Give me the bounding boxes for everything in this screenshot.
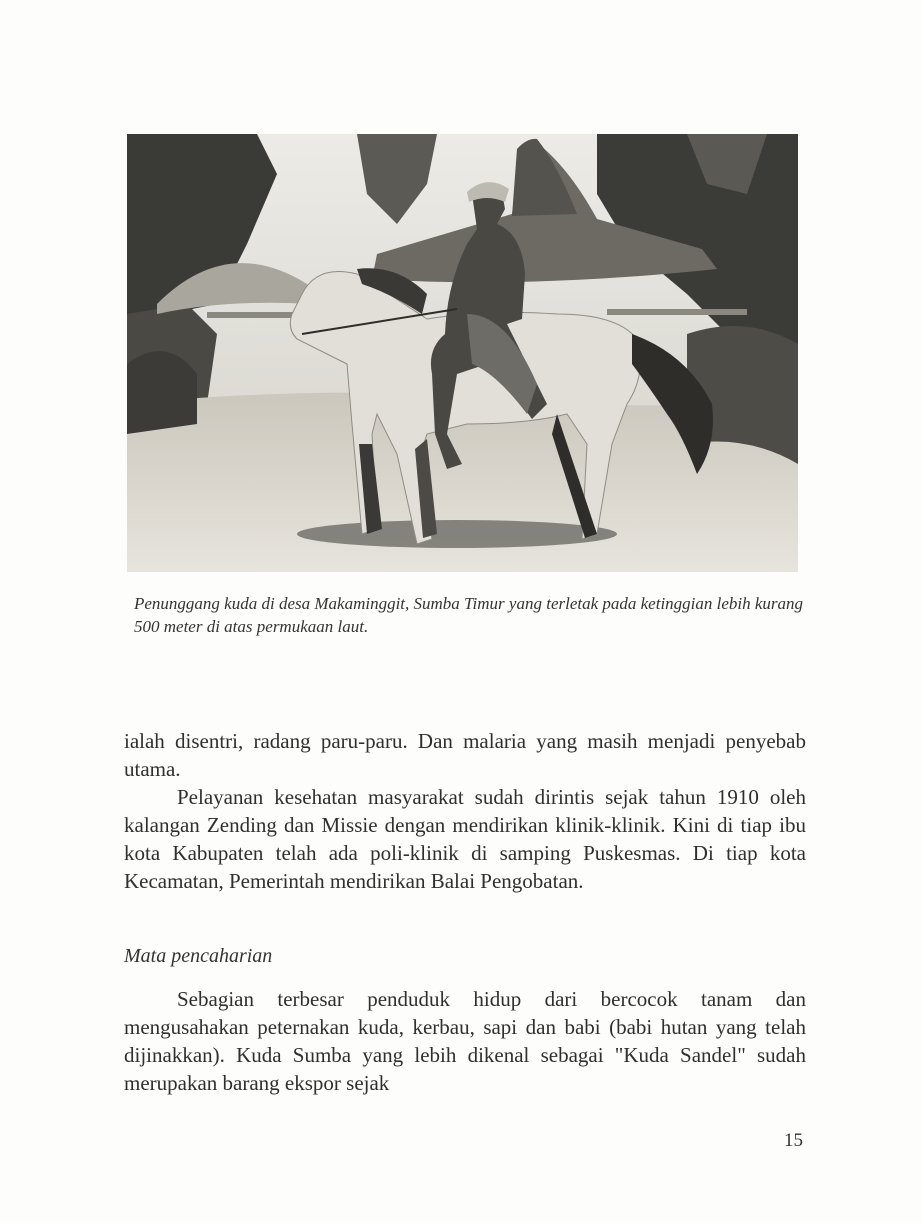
photo-illustration bbox=[127, 134, 798, 572]
paragraph-2: Pelayanan kesehatan masyarakat sudah dirintis sejak tahun 1910 oleh kalangan Zending dan Missie dengan mendirikan klinik-klinik. Kini di tiap ibu kota Kabupaten telah ada poli-klinik di samping Puskesmas. Di tiap kota Kecamatan, Pemerintah mendirikan Balai Pengobatan. bbox=[124, 785, 806, 893]
page-number: 15 bbox=[784, 1130, 803, 1151]
section-heading: Mata pencaharian bbox=[124, 945, 273, 967]
paragraph-3: Sebagian terbesar penduduk hidup dari bercocok tanam dan mengusahakan peternakan kuda, kerbau, sapi dan babi (babi hutan yang telah dijinakkan). Kuda Sumba yang lebih dikenal sebagai "Kuda Sandel" sudah merupakan barang ekspor sejak bbox=[124, 987, 806, 1095]
horse-rider-photo bbox=[127, 134, 798, 572]
paragraph-1: ialah disentri, radang paru-paru. Dan malaria yang masih menjadi penyebab utama. bbox=[124, 729, 806, 781]
photo-caption: Penunggang kuda di desa Makaminggit, Sumba Timur yang terletak pada ketinggian lebih kurang 500 meter di atas permukaan laut. bbox=[134, 594, 804, 636]
